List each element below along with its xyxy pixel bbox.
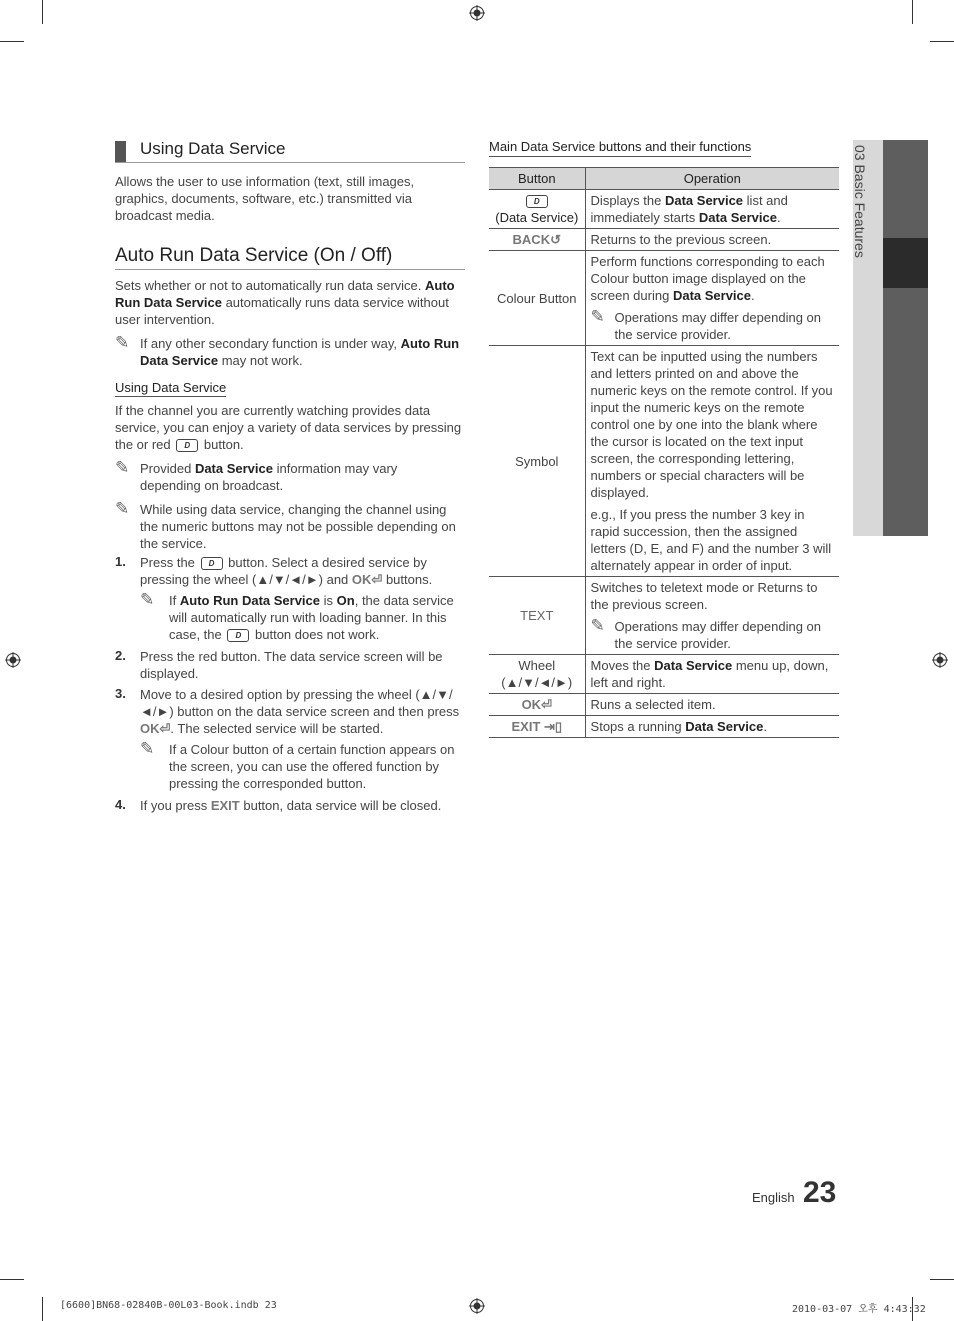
step-number: 1.	[115, 554, 126, 569]
step-text: Press the D button. Select a desired service by pressing the wheel (▲/▼/◄/►) and OK⏎ buttons.	[140, 555, 433, 587]
crop-mark	[912, 0, 913, 24]
button-cell: BACK↺	[489, 229, 585, 251]
registration-mark-icon	[469, 1298, 485, 1314]
operation-cell: Returns to the previous screen.	[585, 229, 839, 251]
button-cell: D (Data Service)	[489, 190, 585, 229]
subheading: Using Data Service	[115, 380, 227, 395]
page-number: 23	[803, 1176, 837, 1209]
note-text: While using data service, changing the channel using the numeric buttons may not be possible depending on the service.	[140, 502, 456, 551]
section-marker	[115, 141, 126, 162]
crop-mark	[930, 1279, 954, 1280]
subsection-title: Auto Run Data Service (On / Off)	[115, 245, 393, 266]
chapter-tab-band	[883, 140, 928, 536]
crop-mark	[0, 1279, 24, 1280]
operation-cell: Text can be inputted using the numbers and letters printed on and above the numeric keys on the remote control. If you input the numeric keys on the remote control one by one into the blank where the cursor is located on the text input screen, the corresponding lettering, numbers or special characters will be displayed. e.g., If you press the number 3 key in rapid succession, then the assigned letters (D, E, and F) and the number 3 will alternately appear in order of input.	[585, 346, 839, 577]
step-number: 4.	[115, 797, 126, 812]
note-text: If a Colour button of a certain function appears on the screen, you can use the offered function by pressing the corresponded button.	[169, 742, 455, 791]
note-text: If Auto Run Data Service is On, the data service will automatically run with loading banner. In this case, the D button does not work.	[169, 593, 454, 642]
table-header-row	[489, 168, 839, 190]
pencil-note-icon: ✎	[115, 458, 130, 477]
step-text: Press the red button. The data service screen will be displayed.	[140, 649, 443, 681]
pencil-note-icon: ✎	[115, 333, 130, 352]
divider	[115, 162, 465, 163]
button-cell: TEXT	[489, 577, 585, 655]
print-slug-right: 2010-03-07 오후 4:43:32	[792, 1304, 926, 1315]
crop-mark	[42, 0, 43, 24]
table-row	[489, 577, 839, 655]
step-number: 3.	[115, 686, 126, 701]
enter-icon: ⏎	[159, 721, 171, 736]
table-title: Main Data Service buttons and their functions	[489, 139, 751, 157]
column-header: Operation	[585, 168, 839, 190]
step-text: Move to a desired option by pressing the wheel (▲/▼/◄/►) button on the data service screen and then press OK⏎. The selected service will be started.	[140, 687, 460, 736]
operation-cell: Perform functions corresponding to each Colour button image displayed on the screen during Data Service. ✎ Operations may differ depending on the service provider.	[585, 251, 839, 346]
note-text: Provided Data Service information may vary depending on broadcast.	[140, 461, 398, 493]
data-service-button-icon: D	[526, 195, 548, 208]
section-description: Allows the user to use information (text, still images, graphics, documents, software, etc.) transmitted via broadcast media.	[115, 174, 415, 223]
registration-mark-icon	[5, 652, 21, 668]
button-cell: Wheel (▲/▼/◄/►)	[489, 655, 585, 694]
step-text: If you press EXIT button, data service will be closed.	[140, 798, 442, 813]
enter-icon: ⏎	[541, 697, 552, 712]
column-header: Button	[489, 168, 585, 190]
data-service-button-icon: D	[201, 557, 223, 570]
table-row	[489, 716, 839, 738]
chapter-label: 03 Basic Features	[852, 145, 868, 258]
using-intro: If the channel you are currently watching provides data service, you can enjoy a variety of data services by pressing the or red D button.	[115, 403, 462, 452]
button-cell: OK⏎	[489, 694, 585, 716]
footer-language: English	[752, 1190, 795, 1205]
section-title: Using Data Service	[140, 139, 286, 158]
buttons-table	[489, 167, 839, 738]
data-service-button-icon: D	[227, 629, 249, 642]
step-number: 2.	[115, 648, 126, 663]
auto-run-description: Sets whether or not to automatically run data service. Auto Run Data Service automatically runs data service without user intervention.	[115, 278, 455, 327]
table-row	[489, 190, 839, 229]
table-row	[489, 655, 839, 694]
pencil-note-icon: ✎	[115, 499, 130, 518]
divider	[115, 269, 465, 270]
operation-cell: Runs a selected item.	[585, 694, 839, 716]
data-service-button-icon: D	[176, 439, 198, 452]
button-cell: Colour Button	[489, 251, 585, 346]
pencil-note-icon: ✎	[590, 307, 605, 326]
print-slug-left: [6600]BN68-02840B-00L03-Book.indb 23	[60, 1300, 277, 1311]
button-cell: Symbol	[489, 346, 585, 577]
chapter-tab-indicator	[883, 238, 928, 288]
table-row	[489, 694, 839, 716]
operation-cell: Displays the Data Service list and immediately starts Data Service.	[585, 190, 839, 229]
exit-icon: ⇥▯	[544, 719, 563, 734]
table-row	[489, 346, 839, 577]
pencil-note-icon: ✎	[140, 590, 155, 609]
table-row	[489, 229, 839, 251]
operation-cell: Moves the Data Service menu up, down, left and right.	[585, 655, 839, 694]
crop-mark	[42, 1297, 43, 1321]
button-cell: EXIT ⇥▯	[489, 716, 585, 738]
crop-mark	[930, 41, 954, 42]
back-arrow-icon: ↺	[550, 232, 561, 247]
registration-mark-icon	[469, 5, 485, 21]
crop-mark	[0, 41, 24, 42]
operation-cell: Stops a running Data Service.	[585, 716, 839, 738]
pencil-note-icon: ✎	[590, 616, 605, 635]
table-row	[489, 251, 839, 346]
operation-cell: Switches to teletext mode or Returns to the previous screen. ✎ Operations may differ depending on the service provider.	[585, 577, 839, 655]
enter-icon: ⏎	[371, 572, 383, 587]
registration-mark-icon	[932, 652, 948, 668]
pencil-note-icon: ✎	[140, 739, 155, 758]
note-text: If any other secondary function is under way, Auto Run Data Service may not work.	[140, 336, 460, 368]
